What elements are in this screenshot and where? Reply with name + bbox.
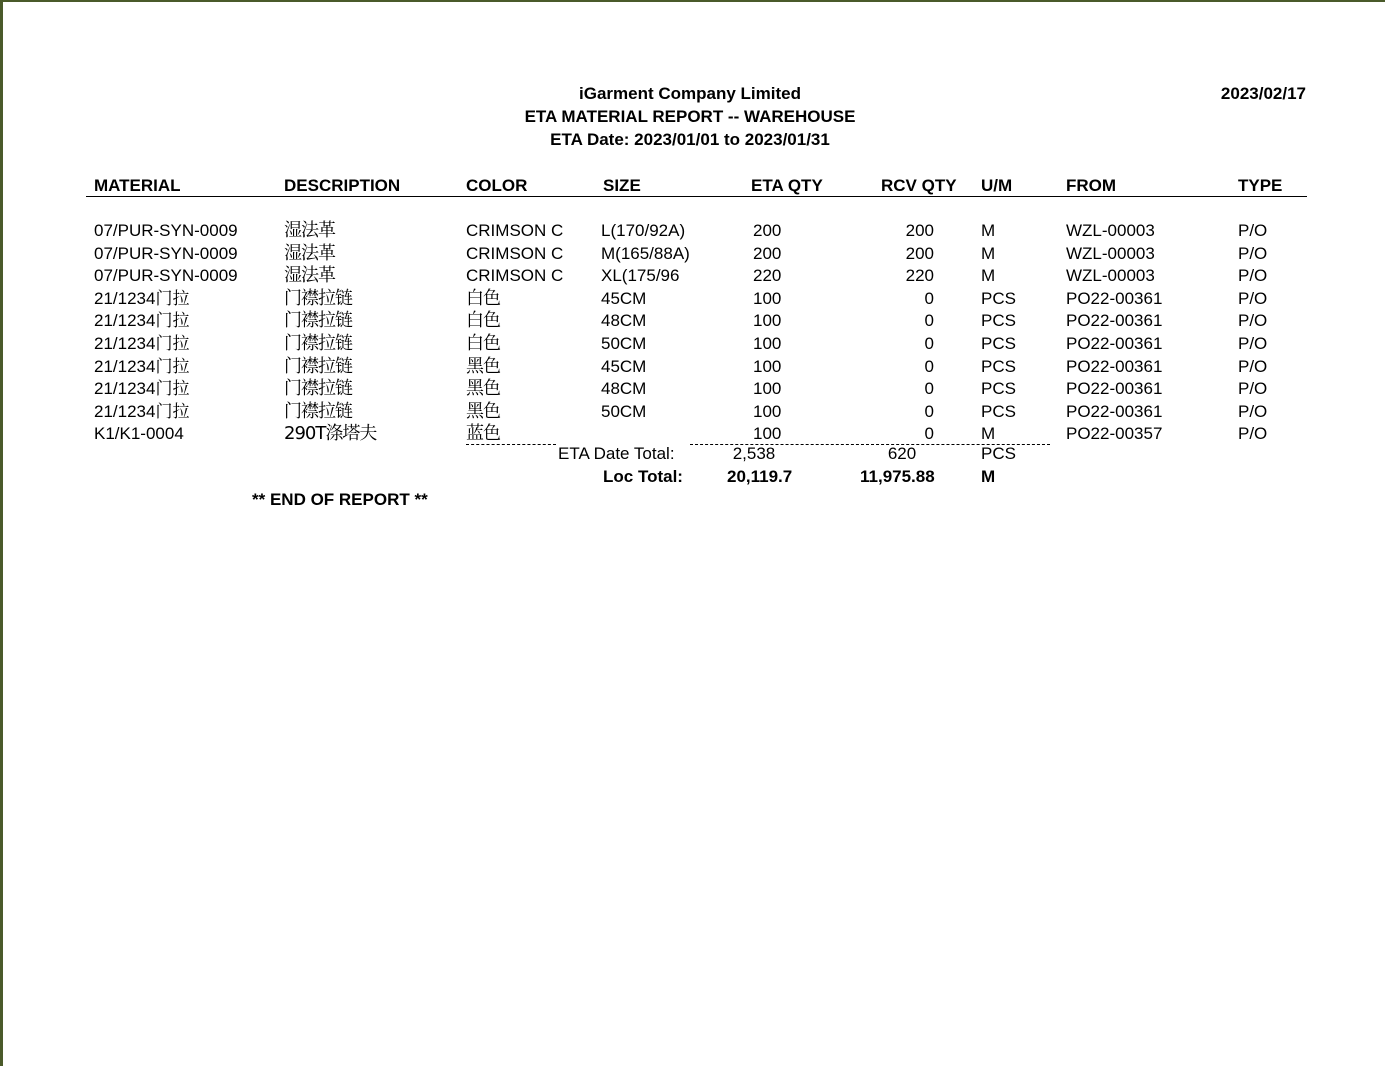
cell-color: 黑色 bbox=[466, 400, 500, 422]
total-dash-line bbox=[466, 444, 556, 445]
cell-type: P/O bbox=[1238, 311, 1268, 331]
cell-color: 白色 bbox=[466, 333, 500, 354]
cell-size: 50CM bbox=[601, 401, 647, 421]
cell-material: 21/1234门拉 bbox=[94, 334, 190, 353]
cell-color: CRIMSON C bbox=[466, 221, 564, 240]
col-color: COLOR bbox=[466, 176, 528, 195]
cell-color: 白色 bbox=[466, 310, 500, 332]
eta-date-total-rcv: 620 bbox=[887, 444, 917, 463]
col-material: MATERIAL bbox=[94, 176, 181, 195]
cell-color: CRIMSON C bbox=[466, 243, 564, 263]
cell-size: 50CM bbox=[601, 334, 647, 353]
cell-eta-qty: 200 bbox=[753, 243, 782, 263]
cell-description: 湿法革 bbox=[284, 242, 335, 264]
cell-rcv-qty: 0 bbox=[924, 379, 934, 399]
cell-rcv-qty: 0 bbox=[924, 311, 934, 331]
cell-eta-qty: 100 bbox=[753, 288, 782, 308]
cell-rcv-qty: 0 bbox=[924, 288, 934, 308]
col-type: TYPE bbox=[1238, 176, 1283, 195]
company-name: iGarment Company Limited bbox=[579, 84, 801, 103]
cell-material: 07/PUR-SYN-0009 bbox=[94, 243, 238, 263]
cell-type: P/O bbox=[1238, 379, 1268, 399]
cell-um: PCS bbox=[981, 401, 1016, 421]
cell-material: 07/PUR-SYN-0009 bbox=[94, 221, 238, 240]
cell-description: 门襟拉链 bbox=[284, 378, 352, 400]
cell-from: WZL-00003 bbox=[1066, 243, 1155, 263]
cell-material: 21/1234门拉 bbox=[94, 288, 190, 308]
cell-material: 21/1234门拉 bbox=[94, 379, 190, 399]
cell-rcv-qty: 0 bbox=[924, 424, 934, 444]
cell-um: M bbox=[981, 424, 996, 444]
cell-from: PO22-00361 bbox=[1066, 356, 1163, 376]
cell-size: XL(175/96 bbox=[601, 266, 680, 286]
window-top-border bbox=[0, 0, 1385, 2]
eta-date-total-eta: 2,538 bbox=[732, 444, 776, 463]
cell-type: P/O bbox=[1238, 356, 1268, 376]
cell-rcv-qty: 0 bbox=[924, 401, 934, 421]
cell-from: PO22-00357 bbox=[1066, 424, 1163, 444]
cell-eta-qty: 220 bbox=[753, 266, 782, 286]
col-from: FROM bbox=[1066, 176, 1117, 195]
cell-color: 白色 bbox=[466, 287, 500, 309]
cell-type: P/O bbox=[1238, 221, 1268, 240]
header-rule bbox=[86, 196, 1307, 197]
cell-description: 门襟拉链 bbox=[284, 400, 352, 422]
cell-description: 湿法革 bbox=[284, 220, 335, 241]
cell-rcv-qty: 0 bbox=[924, 334, 934, 353]
report-title: ETA MATERIAL REPORT -- WAREHOUSE bbox=[524, 107, 856, 126]
cell-type: P/O bbox=[1238, 401, 1268, 421]
cell-eta-qty: 100 bbox=[753, 334, 782, 353]
loc-total-label: Loc Total: bbox=[603, 467, 683, 486]
cell-material: 21/1234门拉 bbox=[94, 401, 190, 421]
cell-um: M bbox=[981, 221, 996, 240]
cell-from: PO22-00361 bbox=[1066, 288, 1163, 308]
cell-description: 门襟拉链 bbox=[284, 310, 352, 332]
cell-description: 门襟拉链 bbox=[284, 287, 352, 309]
cell-eta-qty: 200 bbox=[753, 221, 782, 240]
cell-size: 48CM bbox=[601, 379, 647, 399]
cell-material: K1/K1-0004 bbox=[94, 424, 184, 444]
cell-description: 290T涤塔夫 bbox=[284, 423, 377, 445]
cell-um: M bbox=[981, 266, 996, 286]
cell-material: 07/PUR-SYN-0009 bbox=[94, 266, 238, 286]
cell-rcv-qty: 0 bbox=[924, 356, 934, 376]
cell-type: P/O bbox=[1238, 424, 1268, 444]
cell-color: 黑色 bbox=[466, 355, 500, 377]
cell-description: 门襟拉链 bbox=[284, 355, 352, 377]
cell-size: 48CM bbox=[601, 311, 647, 331]
cell-rcv-qty: 220 bbox=[905, 266, 934, 286]
report-date-range: ETA Date: 2023/01/01 to 2023/01/31 bbox=[550, 130, 830, 149]
cell-from: WZL-00003 bbox=[1066, 266, 1155, 286]
loc-total-um: M bbox=[981, 467, 996, 486]
cell-from: PO22-00361 bbox=[1066, 379, 1163, 399]
cell-eta-qty: 100 bbox=[753, 379, 782, 399]
cell-from: PO22-00361 bbox=[1066, 401, 1163, 421]
loc-total-eta: 20,119.7 bbox=[727, 467, 793, 486]
col-um: U/M bbox=[981, 176, 1013, 195]
end-of-report: ** END OF REPORT ** bbox=[252, 490, 428, 509]
cell-from: WZL-00003 bbox=[1066, 221, 1155, 240]
cell-type: P/O bbox=[1238, 243, 1268, 263]
cell-color: 黑色 bbox=[466, 378, 500, 400]
col-size: SIZE bbox=[603, 176, 641, 195]
eta-date-total-label: ETA Date Total: bbox=[558, 444, 675, 463]
loc-total-rcv: 11,975.88 bbox=[860, 467, 935, 486]
cell-um: PCS bbox=[981, 311, 1016, 331]
print-date: 2023/02/17 bbox=[1220, 84, 1306, 103]
cell-size: 45CM bbox=[601, 288, 647, 308]
cell-size: 45CM bbox=[601, 356, 647, 376]
eta-date-total-um: PCS bbox=[981, 444, 1016, 463]
cell-eta-qty: 100 bbox=[753, 424, 782, 444]
cell-eta-qty: 100 bbox=[753, 356, 782, 376]
cell-size: M(165/88A) bbox=[601, 243, 690, 263]
cell-rcv-qty: 200 bbox=[905, 243, 934, 263]
cell-from: PO22-00361 bbox=[1066, 334, 1163, 353]
cell-color: 蓝色 bbox=[466, 423, 500, 445]
window-left-border bbox=[0, 0, 3, 1066]
cell-um: PCS bbox=[981, 288, 1016, 308]
cell-rcv-qty: 200 bbox=[905, 221, 934, 240]
cell-description: 门襟拉链 bbox=[284, 333, 352, 354]
cell-material: 21/1234门拉 bbox=[94, 356, 190, 376]
cell-type: P/O bbox=[1238, 288, 1268, 308]
cell-size: L(170/92A) bbox=[601, 221, 686, 240]
cell-type: P/O bbox=[1238, 266, 1268, 286]
col-description: DESCRIPTION bbox=[284, 176, 401, 195]
cell-material: 21/1234门拉 bbox=[94, 311, 190, 331]
cell-um: PCS bbox=[981, 334, 1016, 353]
cell-description: 湿法革 bbox=[284, 265, 335, 287]
cell-um: PCS bbox=[981, 379, 1016, 399]
cell-eta-qty: 100 bbox=[753, 401, 782, 421]
cell-type: P/O bbox=[1238, 334, 1268, 353]
cell-color: CRIMSON C bbox=[466, 266, 564, 286]
col-rcv-qty: RCV QTY bbox=[881, 176, 957, 195]
col-eta-qty: ETA QTY bbox=[751, 176, 823, 195]
cell-um: PCS bbox=[981, 356, 1016, 376]
cell-um: M bbox=[981, 243, 996, 263]
cell-eta-qty: 100 bbox=[753, 311, 782, 331]
cell-from: PO22-00361 bbox=[1066, 311, 1163, 331]
